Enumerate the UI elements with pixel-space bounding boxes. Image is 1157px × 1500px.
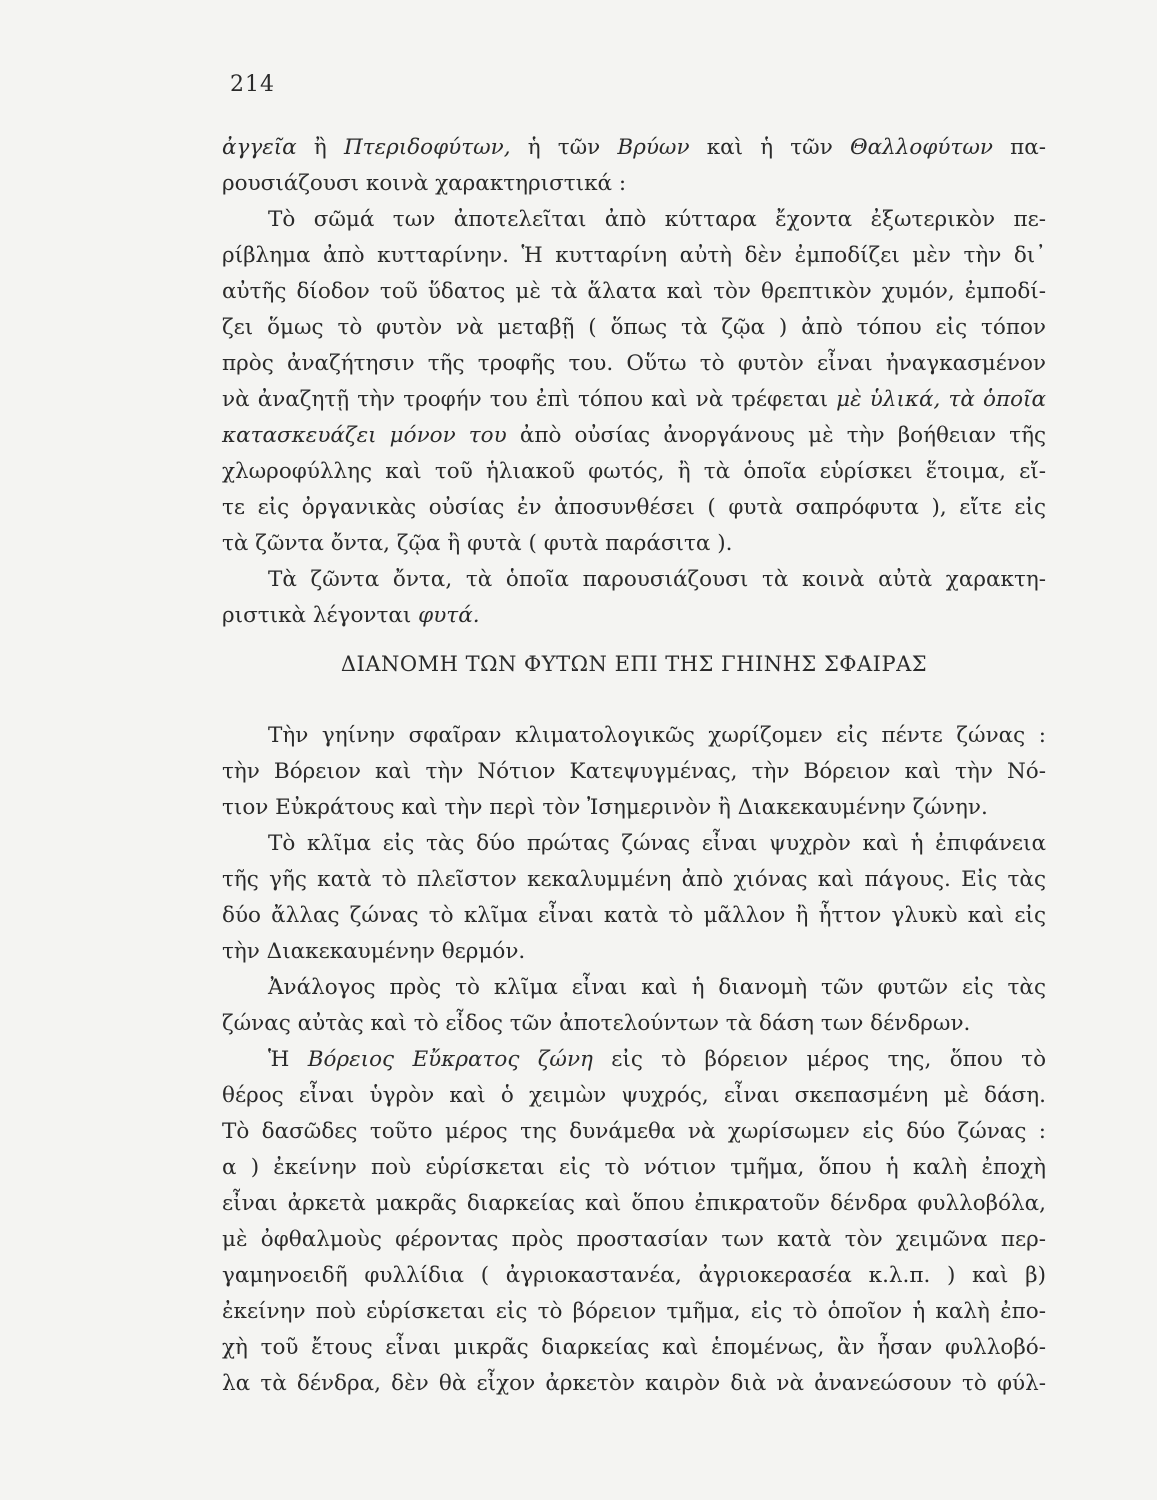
paragraph-block-plant-distribution <box>222 718 1046 1402</box>
text-line <box>222 1042 1046 1078</box>
italic-text: κατασκευάζει μόνον του <box>222 423 507 448</box>
text-line <box>222 598 1046 634</box>
text-segment: χλωροφύλλης καὶ τοῦ ἡλιακοῦ φωτός, ἢ τὰ ὁποῖα εὑρίσκει ἕτοιμα, εἴ- <box>222 459 1046 484</box>
text-line <box>222 418 1046 454</box>
text-segment: τιον Εὐκράτους καὶ τὴν περὶ τὸν Ἰσημερινὸν ἢ Διακεκαυμένην ζώνην. <box>222 795 988 820</box>
text-line <box>222 490 1046 526</box>
text-line <box>222 562 1046 598</box>
page-number: 214 <box>230 72 275 97</box>
text-segment: α ) ἐκείνην ποὺ εὑρίσκεται εἰς τὸ νότιον τμῆμα, ὅπου ἡ καλὴ ἐποχὴ <box>222 1155 1046 1180</box>
text-line <box>222 1114 1046 1150</box>
italic-text: Βόρειος Εὔκρατος ζώνη <box>307 1047 593 1072</box>
text-segment: Ἡ <box>268 1047 308 1072</box>
text-segment: εἰς τὸ βόρειον μέρος της, ὅπου τὸ <box>592 1047 1047 1072</box>
italic-text: Θαλλοφύτων <box>849 135 993 160</box>
text-segment: τε εἰς ὀργανικὰς οὐσίας ἐν ἀποσυνθέσει ( φυτὰ σαπρόφυτα ), εἴτε εἰς <box>222 495 1046 520</box>
text-line <box>222 274 1046 310</box>
text-segment: εἶναι ἀρκετὰ μακρᾶς διαρκείας καὶ ὅπου ἐπικρατοῦν δένδρα φυλλοβόλα, <box>222 1191 1046 1216</box>
text-segment: αὐτῆς δίοδον τοῦ ὕδατος μὲ τὰ ἅλατα καὶ τὸν θρεπτικὸν χυμόν, ἐμποδί- <box>222 279 1046 304</box>
section-heading: ΔΙΑΝΟΜΗ ΤΩΝ ΦΥΤΩΝ ΕΠΙ ΤΗΣ ΓΗΙΝΗΣ ΣΦΑΙΡΑΣ <box>340 652 928 676</box>
text-line <box>222 526 1046 562</box>
text-segment: λα τὰ δένδρα, δὲν θὰ εἶχον ἀρκετὸν καιρὸν διὰ νὰ ἀνανεώσουν τὸ φύλ- <box>222 1371 1046 1396</box>
text-segment: πα- <box>992 135 1046 160</box>
text-segment: τῆς γῆς κατὰ τὸ πλεῖστον κεκαλυμμένη ἀπὸ χιόνας καὶ πάγους. Εἰς τὰς <box>222 867 1046 892</box>
text-line <box>222 826 1046 862</box>
text-line <box>222 130 1046 166</box>
text-segment: τὴν Διακεκαυμένην θερμόν. <box>222 939 526 964</box>
text-line <box>222 1006 1046 1042</box>
text-segment: ἡ τῶν <box>510 135 618 160</box>
text-line <box>222 346 1046 382</box>
text-line <box>222 754 1046 790</box>
text-segment: ζει ὅμως τὸ φυτὸν νὰ μεταβῇ ( ὅπως τὰ ζῷα ) ἀπὸ τόπου εἰς τόπον <box>222 315 1046 340</box>
text-segment: Τὸ κλῖμα εἰς τὰς δύο πρώτας ζώνας εἶναι ψυχρὸν καὶ ἡ ἐπιφάνεια <box>268 831 1046 856</box>
text-line <box>222 1294 1046 1330</box>
text-segment: θέρος εἶναι ὑγρὸν καὶ ὁ χειμὼν ψυχρός, εἶναι σκεπασμένη μὲ δάση. <box>222 1083 1046 1108</box>
text-segment: ριστικὰ λέγονται <box>222 603 419 628</box>
text-segment: Τὸ δασῶδες τοῦτο μέρος της δυνάμεθα νὰ χωρίσωμεν εἰς δύο ζώνας : <box>222 1119 1046 1144</box>
text-line <box>222 718 1046 754</box>
text-line <box>222 382 1046 418</box>
italic-text: Πτεριδοφύτων, <box>343 135 511 160</box>
text-segment: Τὰ ζῶντα ὄντα, τὰ ὁποῖα παρουσιάζουσι τὰ κοινὰ αὐτὰ χαρακτη- <box>268 567 1046 592</box>
text-line <box>222 202 1046 238</box>
paragraph-block-plants-characteristics <box>222 130 1046 634</box>
text-line <box>222 1222 1046 1258</box>
text-segment: ρουσιάζουσι κοινὰ χαρακτηριστικά : <box>222 171 627 196</box>
text-segment: ζώνας αὐτὰς καὶ τὸ εἶδος τῶν ἀποτελούντων τὰ δάση των δένδρων. <box>222 1011 971 1036</box>
text-line <box>222 1258 1046 1294</box>
text-segment: τὴν Βόρειον καὶ τὴν Νότιον Κατεψυγμένας, τὴν Βόρειον καὶ τὴν Νό- <box>222 759 1046 784</box>
text-segment: πρὸς ἀναζήτησιν τῆς τροφῆς του. Οὕτω τὸ φυτὸν εἶναι ἠναγκασμένον <box>222 351 1046 376</box>
text-segment: Ἀνάλογος πρὸς τὸ κλῖμα εἶναι καὶ ἡ διανομὴ τῶν φυτῶν εἰς τὰς <box>268 975 1046 1000</box>
italic-text: φυτά. <box>418 603 480 628</box>
italic-text: μὲ ὑλικά, τὰ ὁποῖα <box>836 387 1046 412</box>
text-segment: τὰ ζῶντα ὄντα, ζῷα ἢ φυτὰ ( φυτὰ παράσιτα ). <box>222 531 733 556</box>
italic-text: Βρύων <box>617 135 690 160</box>
text-line <box>222 1150 1046 1186</box>
text-line <box>222 1366 1046 1402</box>
text-line <box>222 862 1046 898</box>
text-line <box>222 790 1046 826</box>
text-line <box>222 310 1046 346</box>
text-line <box>222 166 1046 202</box>
text-line <box>222 934 1046 970</box>
text-segment: ρίβλημα ἀπὸ κυτταρίνην. Ἡ κυτταρίνη αὐτὴ δὲν ἐμποδίζει μὲν τὴν δι᾿ <box>222 243 1046 268</box>
text-segment: νὰ ἀναζητῇ τὴν τροφήν του ἐπὶ τόπου καὶ νὰ τρέφεται <box>222 387 837 412</box>
text-segment: Τὸ σῶμά των ἀποτελεῖται ἀπὸ κύτταρα ἔχοντα ἐξωτερικὸν πε- <box>268 207 1046 232</box>
text-segment: χὴ τοῦ ἔτους εἶναι μικρᾶς διαρκείας καὶ ἑπομένως, ἂν ἦσαν φυλλοβό- <box>222 1335 1046 1360</box>
text-line <box>222 1330 1046 1366</box>
text-line <box>222 238 1046 274</box>
text-line <box>222 1186 1046 1222</box>
text-line <box>222 454 1046 490</box>
text-segment: δύο ἄλλας ζώνας τὸ κλῖμα εἶναι κατὰ τὸ μᾶλλον ἢ ἧττον γλυκὺ καὶ εἰς <box>222 903 1046 928</box>
text-line <box>222 898 1046 934</box>
text-segment: Τὴν γηίνην σφαῖραν κλιματολογικῶς χωρίζομεν εἰς πέντε ζώνας : <box>268 723 1046 748</box>
text-line <box>222 1078 1046 1114</box>
text-segment: καὶ ἡ τῶν <box>689 135 850 160</box>
text-segment: μὲ ὀφθαλμοὺς φέροντας πρὸς προστασίαν των κατὰ τὸν χειμῶνα περ- <box>222 1227 1046 1252</box>
text-segment: ἐκείνην ποὺ εὑρίσκεται εἰς τὸ βόρειον τμῆμα, εἰς τὸ ὁποῖον ἡ καλὴ ἐπο- <box>222 1299 1046 1324</box>
text-segment: γαμηνοειδῆ φυλλίδια ( ἀγριοκαστανέα, ἀγριοκερασέα κ.λ.π. ) καὶ β) <box>222 1263 1046 1288</box>
text-segment: ἀπὸ οὐσίας ἀνοργάνους μὲ τὴν βοήθειαν τῆς <box>506 423 1046 448</box>
text-line <box>222 970 1046 1006</box>
italic-text: ἀγγεῖα <box>222 135 297 160</box>
text-segment: ἢ <box>296 135 344 160</box>
